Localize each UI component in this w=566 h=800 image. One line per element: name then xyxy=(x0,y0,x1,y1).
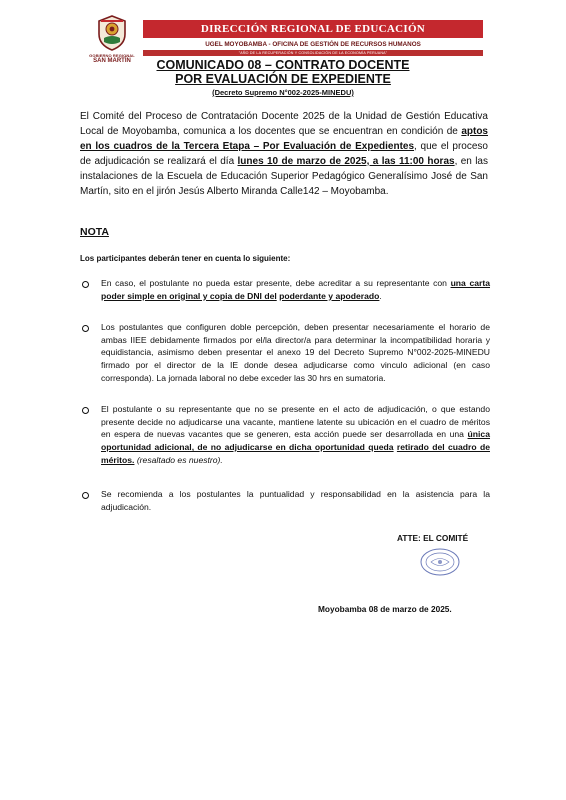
nota-intro: Los participantes deberán tener en cuenta lo siguiente: xyxy=(80,254,291,263)
header-subtitle: UGEL MOYOBAMBA - OFICINA DE GESTIÓN DE RECURSOS HUMANOS xyxy=(205,41,421,48)
intro-highlight-date: lunes 10 de marzo de 2025, a las 11:00 horas xyxy=(237,155,455,167)
signature-atte: ATTE: EL COMITÉ xyxy=(397,533,469,543)
intro-text-1: El Comité del Proceso de Contratación Docente 2025 de la Unidad de Gestión Educativa Local de Moyobamba, comunica a los docentes que se encuentran en condición de xyxy=(80,111,488,137)
bullet-circle-icon xyxy=(82,407,89,414)
bullet3-highlight-oportunidad: única oportunidad adicional, de no adjudicarse en dicha oportunidad queda xyxy=(101,429,490,453)
list-item-text xyxy=(101,321,490,385)
bullet2-text: Los postulantes que configuren doble percepción, deben presentar necesariamente el horario de ambas IIEE debidamente firmados por el/la director/a para determinar la incompatibilidad horaria y equidistancia, asimismo deben presentar el anexo 19 del Decreto Supremo N°002-2025-MINEDU firmado por el director de la IE donde desea adjudicarse como vinculo adicional (en caso corresponda). La jornada laboral no debe exceder las 30 hrs en sumatoria. xyxy=(101,322,490,383)
header-year-motto: "AÑO DE LA RECUPERACIÓN Y CONSOLIDACIÓN DE LA ECONOMÍA PERUANA" xyxy=(143,50,483,56)
bullet1-highlight-carta: una carta poder simple en original y copia de DNI del xyxy=(101,278,490,301)
document-title-line2: POR EVALUACIÓN DE EXPEDIENTE xyxy=(175,72,391,86)
committee-seal-icon xyxy=(419,547,461,577)
list-item-text xyxy=(101,403,490,467)
intro-text-2: , que el proceso de adjudicación se realizará el día xyxy=(80,140,488,167)
nota-heading: NOTA xyxy=(80,226,109,238)
bullet-circle-icon xyxy=(82,492,89,499)
logo-caption-bottom: SAN MARTÍN xyxy=(93,58,131,64)
bullet4-text: Se recomienda a los postulantes la puntualidad y responsabilidad en la asistencia para la adjudicación. xyxy=(101,489,490,512)
bullet1-highlight-poderdante: poderdante y apoderado xyxy=(279,290,380,301)
bullet1-text-a: En caso, el postulante no pueda estar presente, debe acreditar a su representante con xyxy=(101,278,451,288)
list-item-text xyxy=(101,488,490,513)
bullet1-text-end: . xyxy=(379,290,382,301)
coat-of-arms-icon xyxy=(95,14,129,52)
bullet3-highlight-retirado: retirado del cuadro de méritos. xyxy=(101,442,490,465)
header-banner: DIRECCIÓN REGIONAL DE EDUCACIÓN xyxy=(143,20,483,38)
document-title-line1: COMUNICADO 08 – CONTRATO DOCENTE xyxy=(156,58,410,72)
intro-text-3: , en las instalaciones de la Escuela de Educación Superior Pedagógico Generalísimo José de San Martín, sito en el jirón Jesús Alberto Miranda Calle142 – Moyobamba. xyxy=(80,155,488,197)
closing-date: Moyobamba 08 de marzo de 2025. xyxy=(318,604,452,614)
bullet3-text-a: El postulante o su representante que no se presente en el acto de adjudicación, o que estando presente decide no adjudicarse una vacante, mantiene latente su ubicación en el cuadro de méritos en espera de nuevas vacantes que se generen, esta acción puede ser desarrollada en una xyxy=(101,404,490,440)
intro-paragraph xyxy=(80,110,488,199)
intro-highlight-aptos: aptos en los cuadros de la Tercera Etapa – Por Evaluación de Expedientes xyxy=(80,125,488,152)
logo-caption-top: GOBIERNO REGIONAL xyxy=(89,53,135,58)
bullet-circle-icon xyxy=(82,325,89,332)
bullet3-note: (resaltado es nuestro). xyxy=(134,454,223,465)
bullet-circle-icon xyxy=(82,281,89,288)
decree-reference: (Decreto Supremo N°002-2025-MINEDU) xyxy=(212,88,354,97)
list-item-text xyxy=(101,277,490,302)
